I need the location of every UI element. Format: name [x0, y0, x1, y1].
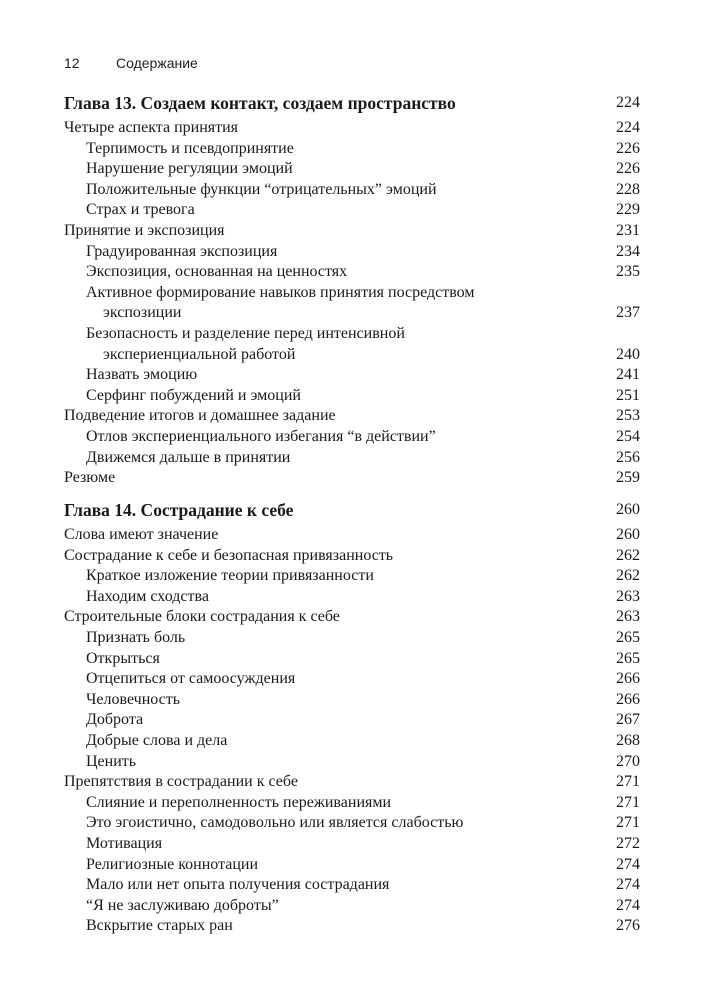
toc-entry-title: “Я не заслуживаю доброты” — [86, 896, 279, 914]
toc-entry-title: Это эгоистично, самодовольно или является слабостью — [86, 814, 464, 832]
chapter-13-block — [64, 92, 640, 489]
toc-entry-page: 240 — [616, 345, 640, 363]
toc-subentry[interactable] — [64, 793, 640, 814]
toc-entry-page: 267 — [616, 711, 640, 729]
toc-entry-title: Серфинг побуждений и эмоций — [86, 386, 301, 404]
toc-entry-page: 262 — [616, 546, 640, 564]
toc-subentry[interactable] — [64, 916, 640, 937]
chapter-14-block — [64, 499, 640, 937]
toc-subentry[interactable] — [64, 324, 640, 365]
toc-entry-page: 226 — [616, 139, 640, 157]
toc-entry-page: 268 — [616, 731, 640, 749]
section-title: Содержание — [116, 55, 198, 71]
toc-entry-title: Строительные блоки сострадания к себе — [64, 608, 340, 626]
toc-entry-title — [64, 283, 600, 324]
toc-entry[interactable] — [64, 525, 640, 546]
toc-entry-page: 253 — [616, 407, 640, 425]
toc-entry-page: 274 — [616, 876, 640, 894]
toc-subentry[interactable] — [64, 896, 640, 917]
toc-entry-page: 272 — [616, 834, 640, 852]
toc-subentry[interactable] — [64, 834, 640, 855]
toc-entry-title: Добрые слова и дела — [86, 731, 228, 749]
toc-entry-title: Препятствия в сострадании к себе — [64, 773, 298, 791]
chapter-heading[interactable] — [64, 499, 640, 521]
toc-entry-page: 266 — [616, 670, 640, 688]
toc-entry-page: 266 — [616, 690, 640, 708]
toc-subentry[interactable] — [64, 752, 640, 773]
chapter-page: 260 — [616, 501, 640, 518]
page-number: 12 — [64, 55, 80, 71]
toc-entry-page: 235 — [616, 263, 640, 281]
toc-entry-title: Терпимость и псевдопринятие — [86, 139, 294, 157]
toc-entry-page: 251 — [616, 386, 640, 404]
toc-entry-title-line2: экспериенциальной работой — [103, 345, 296, 363]
toc-subentry[interactable] — [64, 427, 640, 448]
toc-entry-title: Находим сходства — [86, 587, 209, 605]
toc-entry-page: 262 — [616, 567, 640, 585]
toc-entry-page: 271 — [616, 793, 640, 811]
toc-subentry[interactable] — [64, 159, 640, 180]
toc-entry-page: 234 — [616, 242, 640, 260]
toc-entry-page: 241 — [616, 366, 640, 384]
toc-entry-page: 265 — [616, 628, 640, 646]
toc-entry-title-line2: экспозиции — [103, 304, 182, 322]
toc-entry[interactable] — [64, 546, 640, 567]
toc-entry-page: 256 — [616, 448, 640, 466]
toc-subentry[interactable] — [64, 875, 640, 896]
toc-entry-title: Положительные функции “отрицательных” эмоций — [86, 180, 437, 198]
toc-entry-page: 226 — [616, 160, 640, 178]
toc-entry-title: Движемся дальше в принятии — [86, 448, 291, 466]
toc-subentry[interactable] — [64, 566, 640, 587]
toc-entry-title: Доброта — [86, 711, 144, 729]
toc-entry-page: 237 — [616, 304, 640, 322]
toc-entry-page: 274 — [616, 855, 640, 873]
toc-subentry[interactable] — [64, 628, 640, 649]
toc-entry-title: Мало или нет опыта получения сострадания — [86, 876, 390, 894]
toc-entry-title: Сострадание к себе и безопасная привязанность — [64, 546, 394, 564]
toc-subentry[interactable] — [64, 283, 640, 324]
toc-entry-page: 271 — [616, 773, 640, 791]
toc-entry-title: Краткое изложение теории привязанности — [86, 567, 374, 585]
toc-subentry[interactable] — [64, 242, 640, 263]
toc-subentry[interactable] — [64, 386, 640, 407]
toc-entry-title: Подведение итогов и домашнее задание — [64, 407, 336, 425]
toc-entry-title: Четыре аспекта принятия — [64, 119, 239, 136]
toc-entry-title: Признать боль — [86, 628, 186, 646]
toc-subentry[interactable] — [64, 731, 640, 752]
toc-entry-title: Ценить — [86, 752, 137, 770]
toc-entry[interactable] — [64, 221, 640, 242]
toc-entry-title: Мотивация — [86, 834, 163, 852]
toc-subentry[interactable] — [64, 262, 640, 283]
toc-entry-page: 263 — [616, 608, 640, 626]
toc-entry-page: 229 — [616, 201, 640, 219]
chapter-page: 224 — [616, 94, 640, 111]
toc-entry-title: Нарушение регуляции эмоций — [86, 160, 293, 178]
toc-subentry[interactable] — [64, 365, 640, 386]
toc-entry-page: 224 — [616, 119, 640, 136]
toc-entry-title-line1: Активное формирование навыков принятия посредством — [86, 283, 475, 301]
toc-entry-page: 270 — [616, 752, 640, 770]
toc-entry-title: Резюме — [64, 469, 116, 487]
toc-entry-page: 228 — [616, 180, 640, 198]
toc-entry-page: 276 — [616, 917, 640, 935]
toc-subentry[interactable] — [64, 855, 640, 876]
toc-entry-title: Человечность — [86, 690, 181, 708]
toc-entry[interactable] — [64, 118, 640, 139]
toc-entry-title: Экспозиция, основанная на ценностях — [86, 263, 348, 281]
toc-entry-page: 231 — [616, 221, 640, 239]
toc-entry[interactable] — [64, 468, 640, 489]
toc-entry-page: 274 — [616, 896, 640, 914]
chapter-title: Глава 14. Сострадание к себе — [64, 500, 294, 520]
toc-entry-title-line1: Безопасность и разделение перед интенсивной — [86, 324, 405, 342]
toc-entry-title: Градуированная экспозиция — [86, 242, 278, 260]
toc-subentry[interactable] — [64, 649, 640, 670]
toc-entry-title: Слияние и переполненность переживаниями — [86, 793, 392, 811]
toc-subentry[interactable] — [64, 180, 640, 201]
toc-subentry[interactable] — [64, 139, 640, 160]
toc-entry-page: 260 — [616, 526, 640, 543]
toc-entry-page: 265 — [616, 649, 640, 667]
chapter-heading[interactable] — [64, 92, 640, 114]
toc-entry-title: Открыться — [86, 649, 160, 667]
toc-entry-title: Слова имеют значение — [64, 526, 219, 543]
toc-entry-page: 271 — [616, 814, 640, 832]
toc-entry-title: Назвать эмоцию — [86, 366, 198, 384]
toc-subentry[interactable] — [64, 710, 640, 731]
running-head — [64, 55, 198, 71]
toc-subentry[interactable] — [64, 587, 640, 608]
toc-entry[interactable] — [64, 772, 640, 793]
toc-subentry[interactable] — [64, 200, 640, 221]
toc-entry[interactable] — [64, 406, 640, 427]
toc-entry-title: Вскрытие старых ран — [86, 917, 233, 935]
toc-entry[interactable] — [64, 607, 640, 628]
toc-entry-page: 259 — [616, 469, 640, 487]
toc-entry-title: Религиозные коннотации — [86, 855, 259, 873]
toc-entry-title — [64, 324, 600, 365]
toc-subentry[interactable] — [64, 448, 640, 469]
toc-entry-title: Принятие и экспозиция — [64, 221, 225, 239]
toc-entry-title: Страх и тревога — [86, 201, 195, 219]
toc-entry-title: Отлов экспериенциального избегания “в действии” — [86, 427, 436, 445]
toc-entry-page: 263 — [616, 587, 640, 605]
toc-entry-page: 254 — [616, 427, 640, 445]
toc-subentry[interactable] — [64, 669, 640, 690]
chapter-title: Глава 13. Создаем контакт, создаем пространство — [64, 93, 456, 113]
toc-subentry[interactable] — [64, 813, 640, 834]
toc-subentry[interactable] — [64, 690, 640, 711]
toc-entry-title: Отцепиться от самоосуждения — [86, 670, 296, 688]
